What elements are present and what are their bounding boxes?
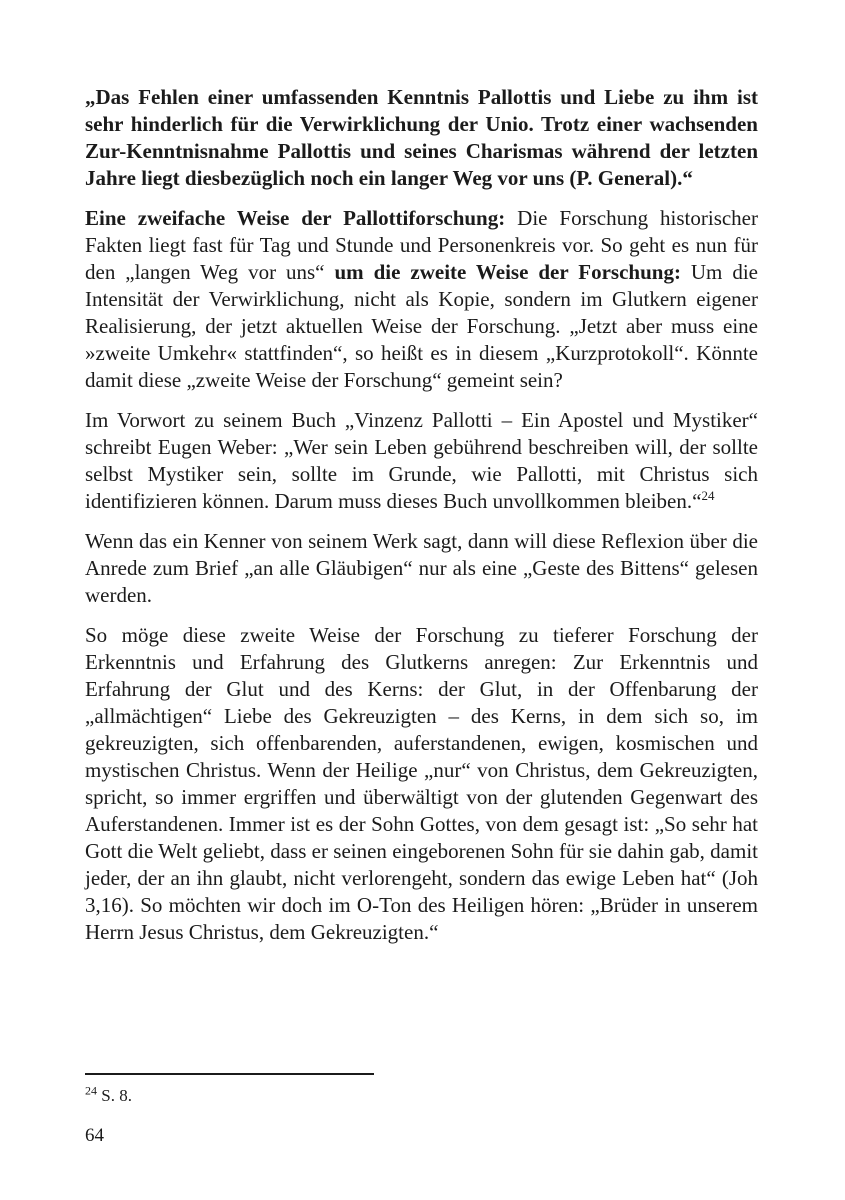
footnote-marker: 24 — [85, 1083, 97, 1098]
footnote — [85, 1085, 758, 1107]
footnote-separator-rule — [85, 1073, 374, 1075]
body-text — [85, 84, 758, 959]
footnote-text: S. 8. — [101, 1086, 132, 1105]
bold-lead-in: Eine zweifache Weise der Pallottiforschung: — [85, 206, 518, 230]
page-number: 64 — [85, 1125, 104, 1146]
bold-inline-phrase: um die zweite Weise der Forschung: — [334, 260, 691, 284]
paragraph-so-moege — [85, 622, 758, 946]
body-text-segment: Im Vorwort zu seinem Buch „Vinzenz Pallotti – Ein Apostel und Mystiker“ schreibt Eugen Weber: „Wer sein Leben gebührend beschreiben will, der sollte selbst Mystiker sein, sollte im Grunde, wie Pallotti, mit Christus sich identifizieren können. Darum muss dieses Buch unvollkommen bleiben.“ — [85, 408, 758, 513]
body-text-segment: So möge diese zweite Weise der Forschung zu tieferer Forschung der Erkenntnis und Erfahrung des Glutkerns anregen: Zur Erkenntnis und Erfahrung der Glut und des Kerns: der Glut, in der Offenbarung der „allmächtigen“ Liebe des Gekreuzigten – des Kerns, in dem sich so, im gekreuzigten, sich offenbarenden, auferstandenen, ewigen, kosmischen und mystischen Christus. Wenn der Heilige „nur“ von Christus, dem Gekreuzigten, spricht, so immer ergriffen und überwältigt von der glutenden Gegenwart des Auferstandenen. Immer ist es der Sohn Gottes, von dem gesagt ist: „So sehr hat Gott die Welt geliebt, dass er seinen eingeborenen Sohn für sie dahin gab, damit jeder, der an ihn glaubt, nicht verlorengeht, sondern das ewige Leben hat“ (Joh 3,16). So möchten wir doch im O-Ton des Heiligen hören: „Brüder in unserem Herrn Jesus Christus, dem Gekreuzigten.“ — [85, 623, 758, 944]
footnote-reference-24: 24 — [701, 488, 715, 503]
paragraph-two-ways — [85, 205, 758, 394]
quote-bold-text: „Das Fehlen einer umfassenden Kenntnis Pallottis und Liebe zu ihm ist sehr hinderlich für die Verwirklichung der Unio. Trotz einer wachsenden Zur-Kenntnisnahme Pallottis und seines Charismas während der letzten Jahre liegt diesbezüglich noch ein langer Weg vor uns (P. General).“ — [85, 85, 758, 190]
body-text-segment: Wenn das ein Kenner von seinem Werk sagt, dann will diese Reflexion über die Anrede zum Brief „an alle Gläubigen“ nur als eine „Geste des Bittens“ gelesen werden. — [85, 529, 758, 607]
body-text-segment: Um die Intensität der Verwirklichung, nicht als Kopie, sondern im Glutkern eigener Realisierung, der jetzt aktuellen Weise der Forschung. „Jetzt aber muss eine »zweite Umkehr« stattfinden“, so heißt es in diesem „Kurzprotokoll“. Könnte damit diese „zweite Weise der Forschung“ gemeint sein? — [85, 260, 759, 392]
paragraph-vorwort — [85, 407, 758, 515]
paragraph-kenner — [85, 528, 758, 609]
paragraph-quote — [85, 84, 758, 192]
footnote-area — [85, 1073, 758, 1107]
body-text-segment: Die Forschung historischer Fakten liegt fast für Tag und Stunde und Personenkreis vor. So geht es nun für den „langen Weg vor uns“ — [85, 206, 758, 284]
